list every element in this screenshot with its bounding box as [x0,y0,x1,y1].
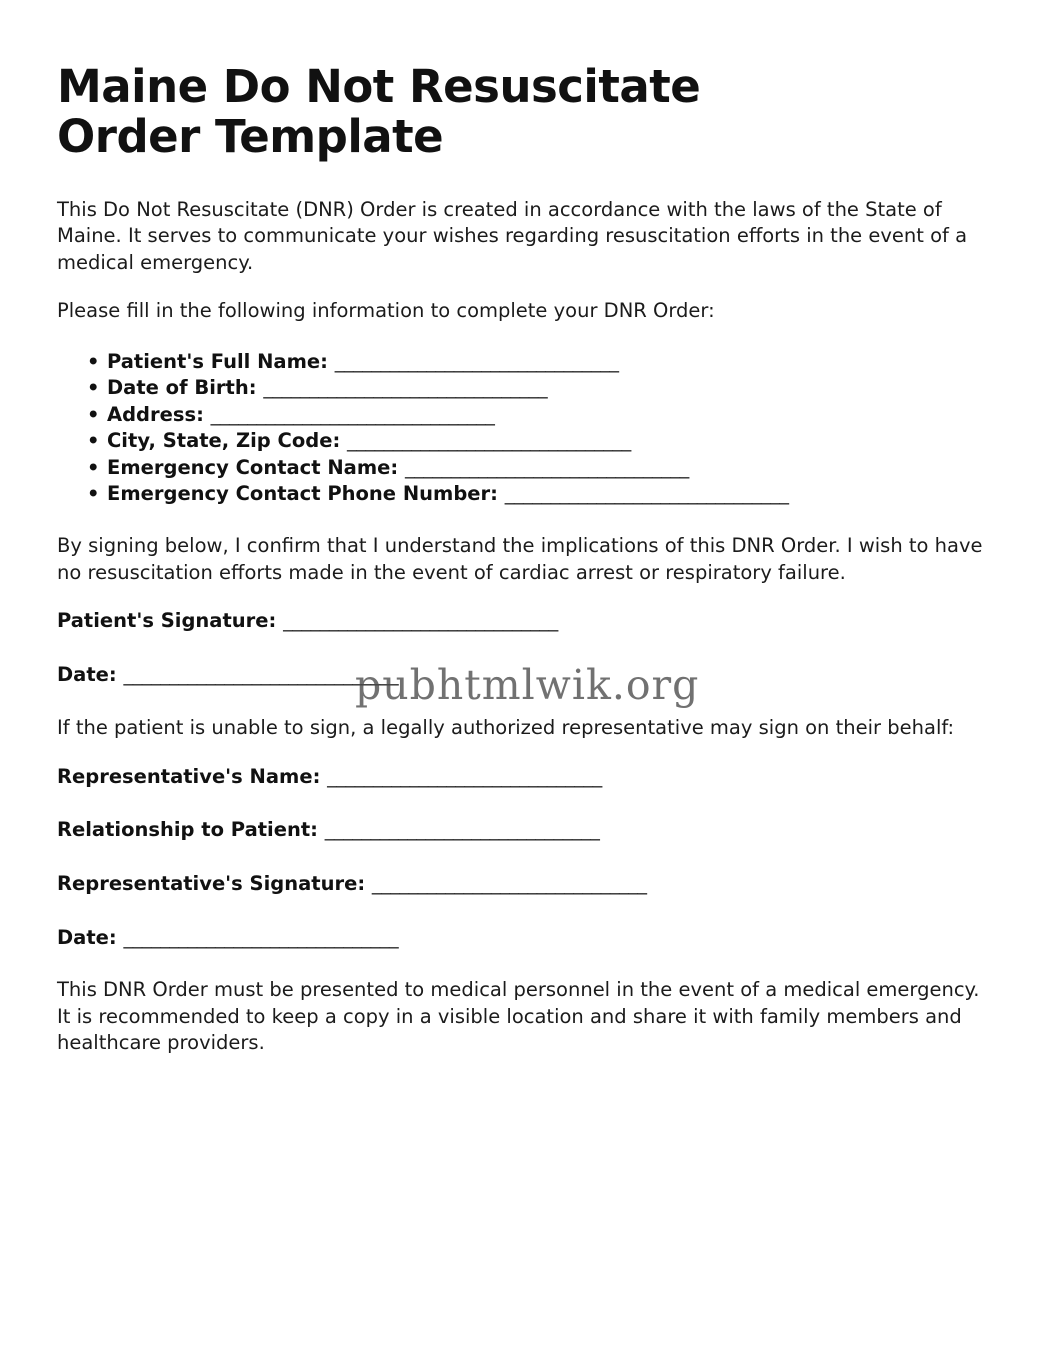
field-label-address: Address: [107,402,204,426]
field-blank-city-state-zip[interactable]: _______________________________ [347,429,631,453]
bullet-icon: • [87,429,100,453]
representative-relationship-blank[interactable]: ______________________________ [324,818,600,842]
patient-signature-line [57,608,993,635]
watermark: pubhtmlwik.org [355,661,700,709]
list-item [87,455,993,481]
field-blank-patient-full-name[interactable]: _______________________________ [334,349,619,373]
representative-name-label: Representative's Name: [57,764,321,788]
page-title: Maine Do Not Resuscitate Order Template [57,60,701,164]
representative-relationship-line [57,817,993,844]
representative-date-line [57,925,993,952]
bullet-icon: • [87,481,100,505]
bullet-icon: • [87,455,100,479]
patient-signature-blank[interactable]: ______________________________ [283,609,558,633]
intro-paragraph: This Do Not Resuscitate (DNR) Order is created in accordance with the laws of the State of Maine. It serves to communicate your wishes regarding resuscitation efforts in the event of a medical emergency. [57,197,968,274]
representative-date-label: Date: [57,925,117,949]
representative-signature-line [57,871,993,898]
field-blank-date-of-birth[interactable]: _______________________________ [263,376,547,400]
consent-paragraph: By signing below, I confirm that I understand the implications of this DNR Order. I wish to have no resuscitation efforts made in the event of cardiac arrest or respiratory failure. [57,534,983,584]
instruction-paragraph: Please fill in the following information to complete your DNR Order: [57,299,715,323]
bullet-icon: • [87,402,100,426]
list-item [87,375,993,401]
field-label-patient-full-name: Patient's Full Name: [107,349,328,373]
field-label-date-of-birth: Date of Birth: [107,376,257,400]
list-item [87,349,993,375]
list-item [87,402,993,428]
bullet-icon: • [87,376,100,400]
field-label-emergency-contact-name: Emergency Contact Name: [107,455,399,479]
representative-signature-label: Representative's Signature: [57,871,366,895]
list-item [87,481,993,507]
representative-name-blank[interactable]: ______________________________ [327,764,602,788]
field-blank-emergency-contact-phone[interactable]: _______________________________ [504,481,789,505]
patient-signature-label: Patient's Signature: [57,609,277,633]
representative-paragraph: If the patient is unable to sign, a legally authorized representative may sign on their behalf: [57,716,955,740]
field-label-emergency-contact-phone: Emergency Contact Phone Number: [107,481,498,505]
representative-relationship-label: Relationship to Patient: [57,818,318,842]
list-item [87,428,993,454]
bullet-icon: • [87,349,100,373]
field-blank-emergency-contact-name[interactable]: _______________________________ [404,455,689,479]
representative-date-blank[interactable]: ______________________________ [123,925,399,949]
patient-information-list [57,349,993,508]
field-blank-address[interactable]: _______________________________ [210,402,495,426]
field-label-city-state-zip: City, State, Zip Code: [107,429,341,453]
patient-date-line [57,662,993,689]
representative-signature-blank[interactable]: ______________________________ [371,871,647,895]
representative-name-line [57,764,993,791]
patient-date-label: Date: [57,662,117,686]
closing-paragraph: This DNR Order must be presented to medical personnel in the event of a medical emergency. It is recommended to keep a copy in a visible location and share it with family members and healthcare providers. [57,978,980,1055]
patient-date-blank[interactable]: ______________________________ [123,662,399,686]
